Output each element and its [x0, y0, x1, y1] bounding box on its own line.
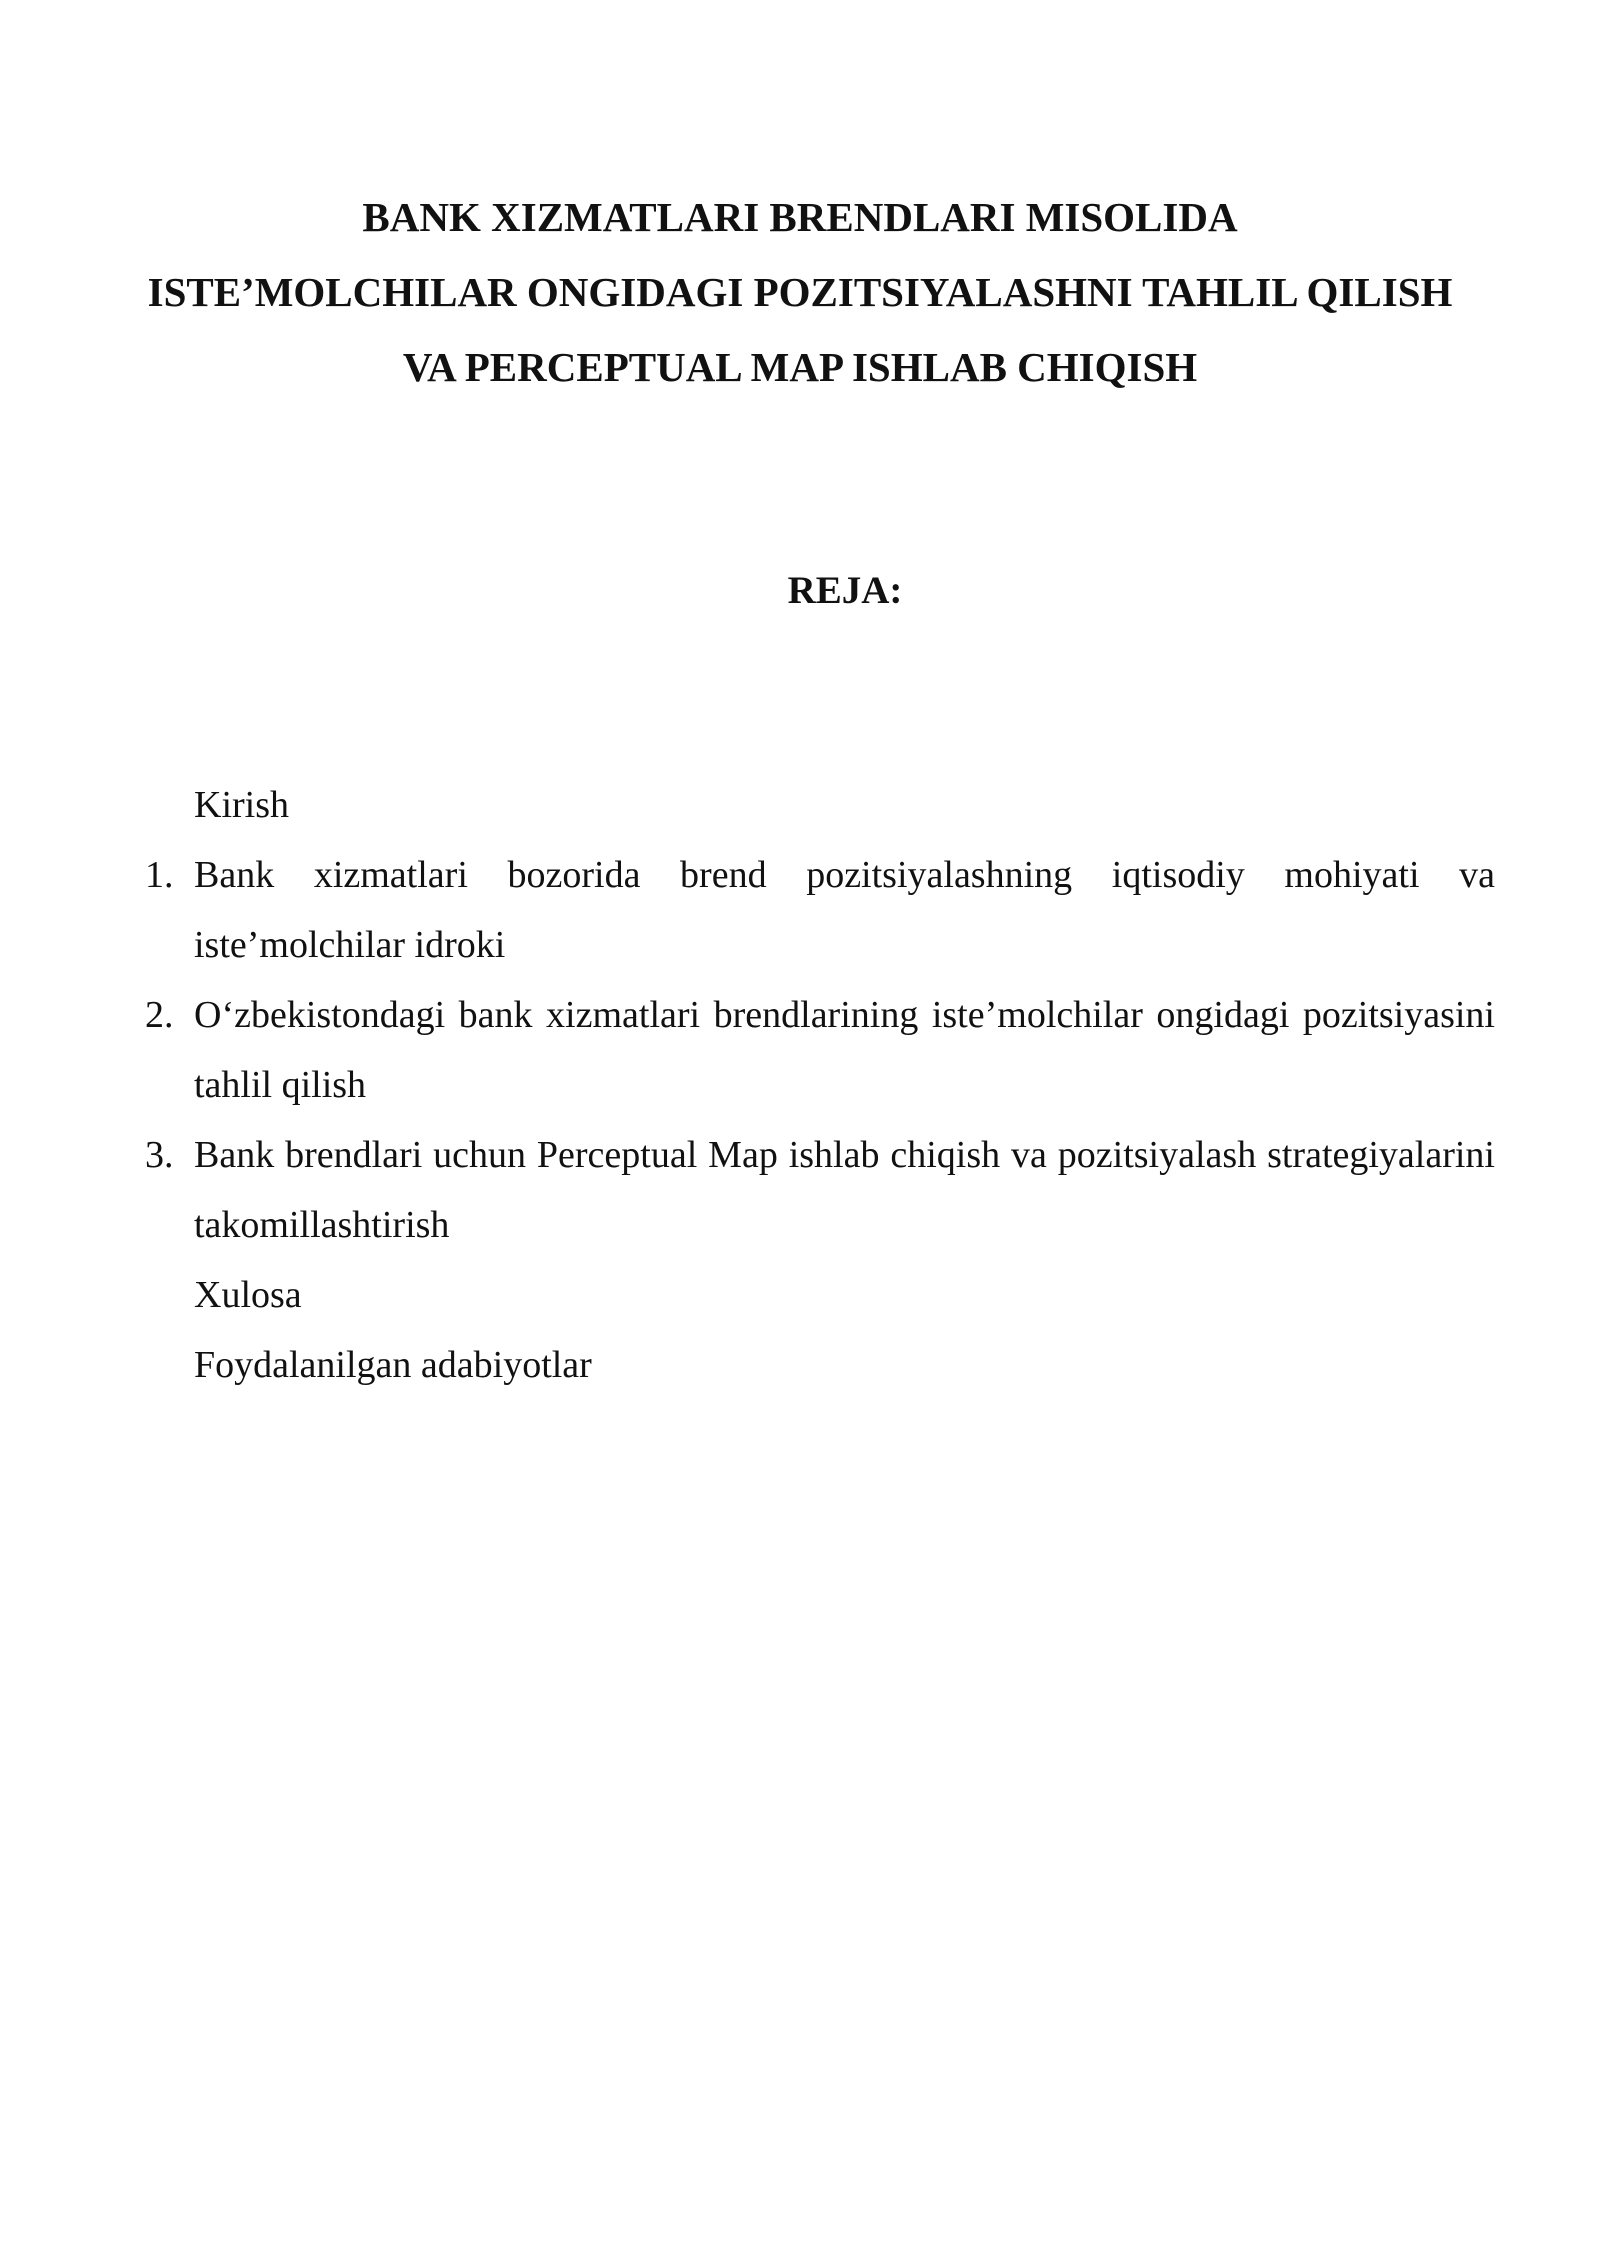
plan-heading: REJA: — [787, 569, 903, 612]
title-line-2: ISTE’MOLCHILAR ONGIDAGI POZITSIYALASHNI TAHLIL QILISH — [147, 269, 1453, 315]
toc-item-number: 1. — [145, 854, 174, 896]
toc-intro-text: Kirish — [194, 784, 289, 826]
toc-item-1 — [145, 840, 1495, 980]
toc-intro — [145, 770, 1495, 840]
toc-item-text: Bank xizmatlari bozorida brend pozitsiyalashning iqtisodiy mohiyati va iste’molchilar idroki — [194, 854, 1495, 966]
table-of-contents — [145, 770, 1495, 1400]
toc-references-text: Foydalanilgan adabiyotlar — [194, 1344, 592, 1386]
toc-item-text: Bank brendlari uchun Perceptual Map ishlab chiqish va pozitsiyalash strategiyalarini takomillashtirish — [194, 1134, 1495, 1246]
toc-item-number: 3. — [145, 1134, 174, 1176]
toc-item-2 — [145, 980, 1495, 1120]
title-line-1: BANK XIZMATLARI BRENDLARI MISOLIDA — [362, 194, 1238, 240]
toc-item-3 — [145, 1120, 1495, 1260]
toc-references — [145, 1330, 1495, 1400]
title-line-3: VA PERCEPTUAL MAP ISHLAB CHIQISH — [402, 344, 1198, 390]
toc-item-text: O‘zbekistondagi bank xizmatlari brendlarining iste’molchilar ongidagi pozitsiyasini tahlil qilish — [194, 994, 1495, 1106]
toc-conclusion-text: Xulosa — [194, 1274, 302, 1316]
toc-item-number: 2. — [145, 994, 174, 1036]
toc-conclusion — [145, 1260, 1495, 1330]
